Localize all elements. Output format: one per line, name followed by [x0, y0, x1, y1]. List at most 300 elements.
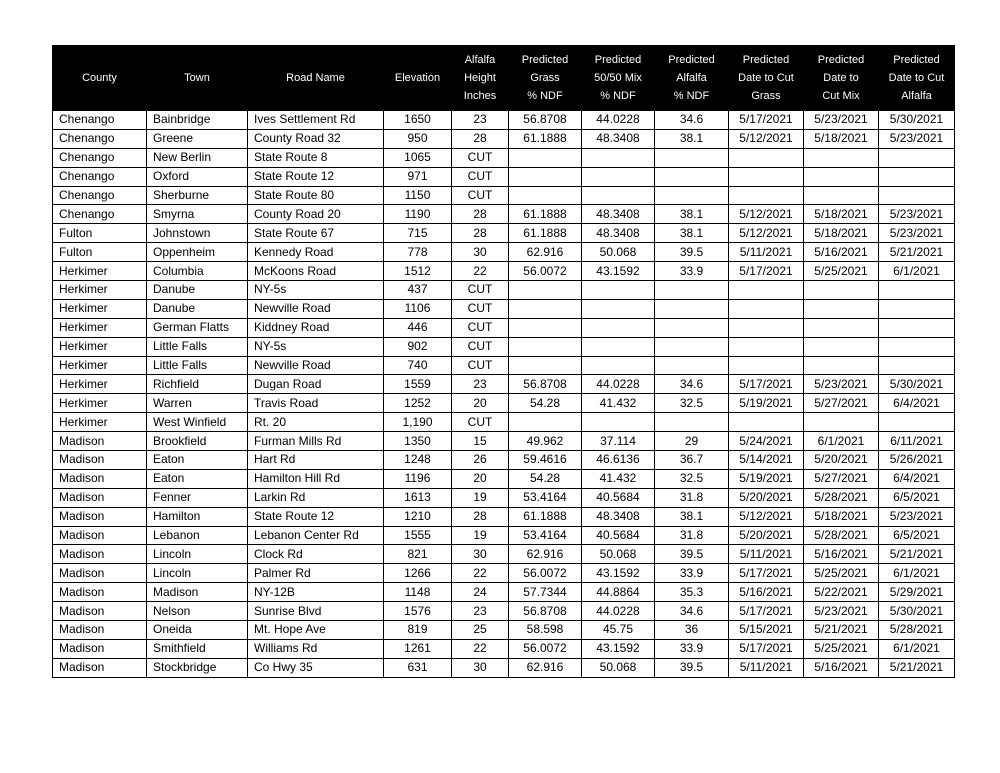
cell-elevation: 1650 [384, 111, 452, 130]
header-line: Grass [530, 72, 560, 84]
cell-road-name: Kennedy Road [248, 243, 384, 262]
cell-pred-date-mix: 5/21/2021 [804, 621, 879, 640]
cell-pred-date-alfalfa [879, 356, 955, 375]
header-line: Road Name [286, 72, 345, 84]
cell-pred-alfalfa-ndf [655, 148, 729, 167]
cell-pred-date-mix [804, 413, 879, 432]
cell-pred-date-alfalfa [879, 318, 955, 337]
cell-county: Chenango [53, 129, 147, 148]
table-row [53, 186, 955, 205]
prediction-table [52, 45, 955, 678]
cell-pred-mix-ndf [582, 167, 655, 186]
table-row [53, 451, 955, 470]
header-pred-date-grass [729, 46, 804, 111]
header-line: Alfalfa [676, 72, 707, 84]
table-row [53, 602, 955, 621]
table-row [53, 545, 955, 564]
header-line: Date to Cut [888, 72, 945, 84]
cell-county: Herkimer [53, 356, 147, 375]
cell-pred-date-alfalfa: 5/30/2021 [879, 602, 955, 621]
cell-pred-date-grass [729, 148, 804, 167]
cell-pred-date-alfalfa: 5/28/2021 [879, 621, 955, 640]
cell-pred-grass-ndf: 54.28 [509, 469, 582, 488]
header-pred-date-alfalfa [879, 46, 955, 111]
cell-pred-date-grass: 5/14/2021 [729, 451, 804, 470]
cell-town: German Flatts [147, 318, 248, 337]
cell-pred-grass-ndf: 56.8708 [509, 602, 582, 621]
cell-pred-mix-ndf: 37.114 [582, 432, 655, 451]
cell-pred-alfalfa-ndf: 39.5 [655, 545, 729, 564]
cell-pred-date-grass [729, 186, 804, 205]
cell-pred-mix-ndf: 41.432 [582, 394, 655, 413]
cell-pred-date-grass: 5/15/2021 [729, 621, 804, 640]
header-line: 50/50 Mix [594, 72, 642, 84]
cell-pred-grass-ndf: 61.1888 [509, 507, 582, 526]
table-body [53, 111, 955, 678]
cell-elevation: 971 [384, 167, 452, 186]
cell-pred-date-grass [729, 167, 804, 186]
cell-alfalfa-height: 23 [452, 111, 509, 130]
cell-pred-date-grass: 5/11/2021 [729, 658, 804, 677]
table-row [53, 243, 955, 262]
cell-pred-date-mix: 6/1/2021 [804, 432, 879, 451]
cell-town: Danube [147, 281, 248, 300]
cell-pred-grass-ndf: 57.7344 [509, 583, 582, 602]
cell-pred-mix-ndf: 44.0228 [582, 375, 655, 394]
cell-town: Oppenheim [147, 243, 248, 262]
cell-pred-alfalfa-ndf: 34.6 [655, 111, 729, 130]
cell-pred-date-mix: 5/18/2021 [804, 129, 879, 148]
cell-pred-mix-ndf: 43.1592 [582, 262, 655, 281]
table-row [53, 262, 955, 281]
cell-pred-alfalfa-ndf: 38.1 [655, 507, 729, 526]
cell-town: Eaton [147, 451, 248, 470]
cell-pred-date-grass: 5/19/2021 [729, 394, 804, 413]
cell-pred-date-grass: 5/16/2021 [729, 583, 804, 602]
header-line: Predicted [594, 54, 642, 66]
header-line: County [82, 72, 117, 84]
table-row [53, 564, 955, 583]
cell-pred-grass-ndf: 61.1888 [509, 224, 582, 243]
cell-town: Little Falls [147, 356, 248, 375]
header-line: Date to [823, 72, 859, 84]
cell-alfalfa-height: CUT [452, 337, 509, 356]
table-row [53, 507, 955, 526]
cell-alfalfa-height: CUT [452, 356, 509, 375]
table-row [53, 111, 955, 130]
header-line: Predicted [817, 54, 865, 66]
cell-pred-date-alfalfa: 6/4/2021 [879, 394, 955, 413]
cell-elevation: 1106 [384, 299, 452, 318]
cell-pred-date-grass: 5/24/2021 [729, 432, 804, 451]
cell-alfalfa-height: 28 [452, 224, 509, 243]
cell-pred-grass-ndf: 53.4164 [509, 488, 582, 507]
cell-pred-date-alfalfa: 5/21/2021 [879, 658, 955, 677]
cell-road-name: Kiddney Road [248, 318, 384, 337]
cell-pred-date-mix: 5/23/2021 [804, 111, 879, 130]
header-line: Predicted [668, 54, 715, 66]
cell-pred-date-grass: 5/17/2021 [729, 262, 804, 281]
cell-pred-date-mix: 5/25/2021 [804, 639, 879, 658]
cell-pred-date-alfalfa [879, 337, 955, 356]
cell-alfalfa-height: 30 [452, 658, 509, 677]
table-row [53, 658, 955, 677]
cell-pred-mix-ndf: 43.1592 [582, 564, 655, 583]
header-road-name [248, 46, 384, 111]
table-row [53, 432, 955, 451]
cell-pred-grass-ndf [509, 356, 582, 375]
cell-pred-date-mix: 5/16/2021 [804, 658, 879, 677]
cell-pred-date-grass: 5/12/2021 [729, 224, 804, 243]
cell-pred-date-grass: 5/17/2021 [729, 639, 804, 658]
cell-elevation: 950 [384, 129, 452, 148]
cell-pred-alfalfa-ndf: 39.5 [655, 658, 729, 677]
header-line: Date to Cut [738, 72, 794, 84]
cell-pred-alfalfa-ndf: 32.5 [655, 469, 729, 488]
table-row [53, 205, 955, 224]
cell-pred-date-mix: 5/18/2021 [804, 224, 879, 243]
cell-alfalfa-height: 20 [452, 394, 509, 413]
header-pred-alfalfa-ndf [655, 46, 729, 111]
cell-pred-alfalfa-ndf: 39.5 [655, 243, 729, 262]
cell-pred-date-alfalfa: 6/4/2021 [879, 469, 955, 488]
header-pred-grass-ndf [509, 46, 582, 111]
cell-pred-date-grass: 5/17/2021 [729, 111, 804, 130]
cell-road-name: Hart Rd [248, 451, 384, 470]
cell-pred-date-mix: 5/23/2021 [804, 602, 879, 621]
cell-pred-mix-ndf [582, 318, 655, 337]
cell-county: Herkimer [53, 337, 147, 356]
cell-pred-grass-ndf [509, 186, 582, 205]
header-line: % NDF [527, 90, 563, 102]
cell-town: Lincoln [147, 545, 248, 564]
cell-county: Fulton [53, 243, 147, 262]
header-line: Alfalfa [901, 90, 932, 102]
cell-elevation: 1148 [384, 583, 452, 602]
cell-county: Madison [53, 469, 147, 488]
cell-elevation: 902 [384, 337, 452, 356]
cell-pred-date-grass: 5/12/2021 [729, 205, 804, 224]
cell-alfalfa-height: CUT [452, 167, 509, 186]
cell-pred-mix-ndf [582, 186, 655, 205]
cell-pred-mix-ndf: 43.1592 [582, 639, 655, 658]
cell-town: Smithfield [147, 639, 248, 658]
header-line: Grass [751, 90, 781, 102]
cell-county: Madison [53, 507, 147, 526]
cell-pred-date-mix: 5/18/2021 [804, 205, 879, 224]
cell-elevation: 819 [384, 621, 452, 640]
header-town [147, 46, 248, 111]
cell-pred-date-grass: 5/12/2021 [729, 129, 804, 148]
cell-town: Lebanon [147, 526, 248, 545]
cell-road-name: Dugan Road [248, 375, 384, 394]
cell-pred-alfalfa-ndf: 36.7 [655, 451, 729, 470]
cell-pred-date-grass [729, 318, 804, 337]
cell-pred-date-grass: 5/20/2021 [729, 526, 804, 545]
cell-county: Madison [53, 488, 147, 507]
cell-pred-date-alfalfa: 5/21/2021 [879, 243, 955, 262]
alfalfa-cut-prediction-sheet [52, 45, 954, 678]
cell-pred-date-mix: 5/16/2021 [804, 545, 879, 564]
cell-elevation: 740 [384, 356, 452, 375]
cell-alfalfa-height: 22 [452, 262, 509, 281]
cell-pred-date-alfalfa: 5/23/2021 [879, 507, 955, 526]
cell-elevation: 631 [384, 658, 452, 677]
cell-pred-date-mix [804, 148, 879, 167]
cell-road-name: Lebanon Center Rd [248, 526, 384, 545]
cell-pred-date-grass [729, 337, 804, 356]
cell-pred-mix-ndf: 45.75 [582, 621, 655, 640]
cell-elevation: 1210 [384, 507, 452, 526]
cell-pred-grass-ndf: 56.0072 [509, 564, 582, 583]
cell-road-name: NY-5s [248, 281, 384, 300]
cell-elevation: 1150 [384, 186, 452, 205]
cell-pred-date-alfalfa: 6/1/2021 [879, 639, 955, 658]
cell-elevation: 1196 [384, 469, 452, 488]
cell-town: Oneida [147, 621, 248, 640]
cell-pred-date-alfalfa: 5/30/2021 [879, 375, 955, 394]
cell-pred-date-alfalfa: 5/23/2021 [879, 205, 955, 224]
cell-county: Herkimer [53, 262, 147, 281]
header-alfalfa-height [452, 46, 509, 111]
cell-pred-mix-ndf: 48.3408 [582, 129, 655, 148]
cell-pred-grass-ndf [509, 318, 582, 337]
cell-pred-grass-ndf: 56.0072 [509, 639, 582, 658]
cell-pred-date-alfalfa [879, 148, 955, 167]
cell-pred-mix-ndf: 50.068 [582, 658, 655, 677]
cell-pred-date-grass [729, 299, 804, 318]
cell-pred-mix-ndf: 44.0228 [582, 602, 655, 621]
header-line: Alfalfa [464, 54, 496, 66]
cell-elevation: 1261 [384, 639, 452, 658]
cell-elevation: 1559 [384, 375, 452, 394]
cell-alfalfa-height: 19 [452, 488, 509, 507]
cell-pred-date-alfalfa: 6/1/2021 [879, 262, 955, 281]
cell-pred-date-mix [804, 318, 879, 337]
header-line: Cut Mix [822, 90, 860, 102]
cell-road-name: Williams Rd [248, 639, 384, 658]
cell-pred-date-alfalfa: 5/23/2021 [879, 129, 955, 148]
cell-county: Madison [53, 564, 147, 583]
cell-alfalfa-height: 26 [452, 451, 509, 470]
cell-town: New Berlin [147, 148, 248, 167]
header-line: Elevation [394, 72, 441, 84]
cell-pred-alfalfa-ndf: 36 [655, 621, 729, 640]
cell-town: Fenner [147, 488, 248, 507]
cell-alfalfa-height: 23 [452, 602, 509, 621]
cell-road-name: NY-12B [248, 583, 384, 602]
cell-elevation: 1613 [384, 488, 452, 507]
cell-pred-grass-ndf [509, 148, 582, 167]
cell-pred-date-alfalfa: 6/5/2021 [879, 488, 955, 507]
cell-pred-date-mix: 5/20/2021 [804, 451, 879, 470]
cell-elevation: 1248 [384, 451, 452, 470]
cell-pred-date-mix [804, 337, 879, 356]
cell-pred-alfalfa-ndf [655, 356, 729, 375]
cell-alfalfa-height: CUT [452, 413, 509, 432]
cell-pred-date-mix: 5/28/2021 [804, 488, 879, 507]
cell-pred-mix-ndf: 50.068 [582, 545, 655, 564]
header-pred-date-mix [804, 46, 879, 111]
cell-pred-alfalfa-ndf: 33.9 [655, 564, 729, 583]
cell-pred-mix-ndf [582, 299, 655, 318]
cell-pred-alfalfa-ndf: 38.1 [655, 129, 729, 148]
cell-alfalfa-height: 30 [452, 243, 509, 262]
cell-pred-date-alfalfa: 6/5/2021 [879, 526, 955, 545]
cell-town: Little Falls [147, 337, 248, 356]
cell-pred-date-grass [729, 413, 804, 432]
cell-road-name: Mt. Hope Ave [248, 621, 384, 640]
cell-road-name: Hamilton Hill Rd [248, 469, 384, 488]
cell-town: Madison [147, 583, 248, 602]
cell-town: West Winfield [147, 413, 248, 432]
cell-county: Madison [53, 621, 147, 640]
cell-town: Smyrna [147, 205, 248, 224]
cell-county: Herkimer [53, 394, 147, 413]
cell-pred-date-grass: 5/11/2021 [729, 243, 804, 262]
table-row [53, 299, 955, 318]
cell-pred-date-grass: 5/17/2021 [729, 375, 804, 394]
cell-pred-date-alfalfa [879, 299, 955, 318]
cell-pred-alfalfa-ndf: 33.9 [655, 262, 729, 281]
cell-alfalfa-height: CUT [452, 281, 509, 300]
cell-elevation: 1350 [384, 432, 452, 451]
cell-pred-date-grass: 5/17/2021 [729, 602, 804, 621]
cell-county: Chenango [53, 148, 147, 167]
cell-pred-date-grass: 5/11/2021 [729, 545, 804, 564]
cell-pred-date-alfalfa: 5/29/2021 [879, 583, 955, 602]
cell-pred-grass-ndf [509, 299, 582, 318]
header-line: % NDF [673, 90, 710, 102]
cell-alfalfa-height: 30 [452, 545, 509, 564]
cell-pred-mix-ndf [582, 356, 655, 375]
cell-road-name: State Route 12 [248, 167, 384, 186]
cell-pred-alfalfa-ndf [655, 186, 729, 205]
cell-county: Madison [53, 451, 147, 470]
cell-pred-mix-ndf: 44.8864 [582, 583, 655, 602]
cell-pred-alfalfa-ndf [655, 413, 729, 432]
cell-pred-alfalfa-ndf [655, 167, 729, 186]
cell-pred-alfalfa-ndf [655, 318, 729, 337]
header-line: Predicted [893, 54, 940, 66]
cell-county: Herkimer [53, 413, 147, 432]
header-line: % NDF [600, 90, 636, 102]
cell-pred-date-alfalfa: 5/30/2021 [879, 111, 955, 130]
cell-pred-date-mix [804, 186, 879, 205]
cell-pred-date-grass: 5/19/2021 [729, 469, 804, 488]
cell-alfalfa-height: 22 [452, 564, 509, 583]
cell-county: Madison [53, 545, 147, 564]
cell-pred-date-alfalfa [879, 413, 955, 432]
cell-elevation: 778 [384, 243, 452, 262]
cell-pred-date-grass: 5/12/2021 [729, 507, 804, 526]
cell-elevation: 1065 [384, 148, 452, 167]
cell-pred-mix-ndf [582, 337, 655, 356]
cell-pred-date-alfalfa: 5/23/2021 [879, 224, 955, 243]
cell-pred-date-mix: 5/22/2021 [804, 583, 879, 602]
cell-pred-date-alfalfa [879, 167, 955, 186]
cell-pred-grass-ndf: 61.1888 [509, 205, 582, 224]
cell-pred-grass-ndf: 62.916 [509, 545, 582, 564]
cell-pred-alfalfa-ndf [655, 337, 729, 356]
cell-pred-date-grass: 5/20/2021 [729, 488, 804, 507]
cell-road-name: County Road 32 [248, 129, 384, 148]
table-row [53, 488, 955, 507]
cell-pred-grass-ndf [509, 337, 582, 356]
cell-road-name: State Route 8 [248, 148, 384, 167]
cell-town: Brookfield [147, 432, 248, 451]
cell-road-name: Sunrise Blvd [248, 602, 384, 621]
cell-elevation: 1190 [384, 205, 452, 224]
cell-pred-mix-ndf [582, 148, 655, 167]
cell-pred-alfalfa-ndf: 29 [655, 432, 729, 451]
cell-county: Fulton [53, 224, 147, 243]
cell-pred-alfalfa-ndf [655, 299, 729, 318]
cell-county: Madison [53, 526, 147, 545]
cell-town: Johnstown [147, 224, 248, 243]
cell-pred-mix-ndf: 40.5684 [582, 488, 655, 507]
cell-county: Madison [53, 602, 147, 621]
header-line: Height [464, 72, 496, 84]
table-row [53, 583, 955, 602]
cell-pred-date-mix: 5/25/2021 [804, 564, 879, 583]
cell-town: Eaton [147, 469, 248, 488]
cell-alfalfa-height: 28 [452, 507, 509, 526]
table-row [53, 621, 955, 640]
cell-elevation: 1576 [384, 602, 452, 621]
cell-pred-alfalfa-ndf: 34.6 [655, 375, 729, 394]
cell-county: Herkimer [53, 281, 147, 300]
cell-pred-grass-ndf: 56.8708 [509, 111, 582, 130]
cell-road-name: Co Hwy 35 [248, 658, 384, 677]
cell-pred-grass-ndf: 53.4164 [509, 526, 582, 545]
cell-county: Herkimer [53, 375, 147, 394]
cell-county: Chenango [53, 111, 147, 130]
cell-pred-alfalfa-ndf: 32.5 [655, 394, 729, 413]
cell-alfalfa-height: 28 [452, 205, 509, 224]
cell-road-name: Palmer Rd [248, 564, 384, 583]
cell-pred-alfalfa-ndf [655, 281, 729, 300]
cell-town: Sherburne [147, 186, 248, 205]
cell-pred-alfalfa-ndf: 31.8 [655, 526, 729, 545]
cell-pred-alfalfa-ndf: 38.1 [655, 205, 729, 224]
cell-pred-date-mix [804, 281, 879, 300]
cell-pred-alfalfa-ndf: 31.8 [655, 488, 729, 507]
cell-road-name: NY-5s [248, 337, 384, 356]
cell-alfalfa-height: 15 [452, 432, 509, 451]
cell-pred-grass-ndf: 59.4616 [509, 451, 582, 470]
cell-elevation: 1,190 [384, 413, 452, 432]
cell-alfalfa-height: 25 [452, 621, 509, 640]
cell-pred-date-grass: 5/17/2021 [729, 564, 804, 583]
cell-town: Warren [147, 394, 248, 413]
cell-pred-date-alfalfa [879, 281, 955, 300]
header-row [53, 46, 955, 111]
cell-road-name: Clock Rd [248, 545, 384, 564]
cell-alfalfa-height: 24 [452, 583, 509, 602]
cell-alfalfa-height: CUT [452, 148, 509, 167]
cell-town: Nelson [147, 602, 248, 621]
cell-pred-grass-ndf: 58.598 [509, 621, 582, 640]
cell-pred-mix-ndf: 40.5684 [582, 526, 655, 545]
cell-road-name: Larkin Rd [248, 488, 384, 507]
cell-pred-date-mix [804, 356, 879, 375]
cell-elevation: 1266 [384, 564, 452, 583]
cell-elevation: 1512 [384, 262, 452, 281]
cell-county: Madison [53, 583, 147, 602]
cell-town: Lincoln [147, 564, 248, 583]
cell-pred-mix-ndf [582, 281, 655, 300]
